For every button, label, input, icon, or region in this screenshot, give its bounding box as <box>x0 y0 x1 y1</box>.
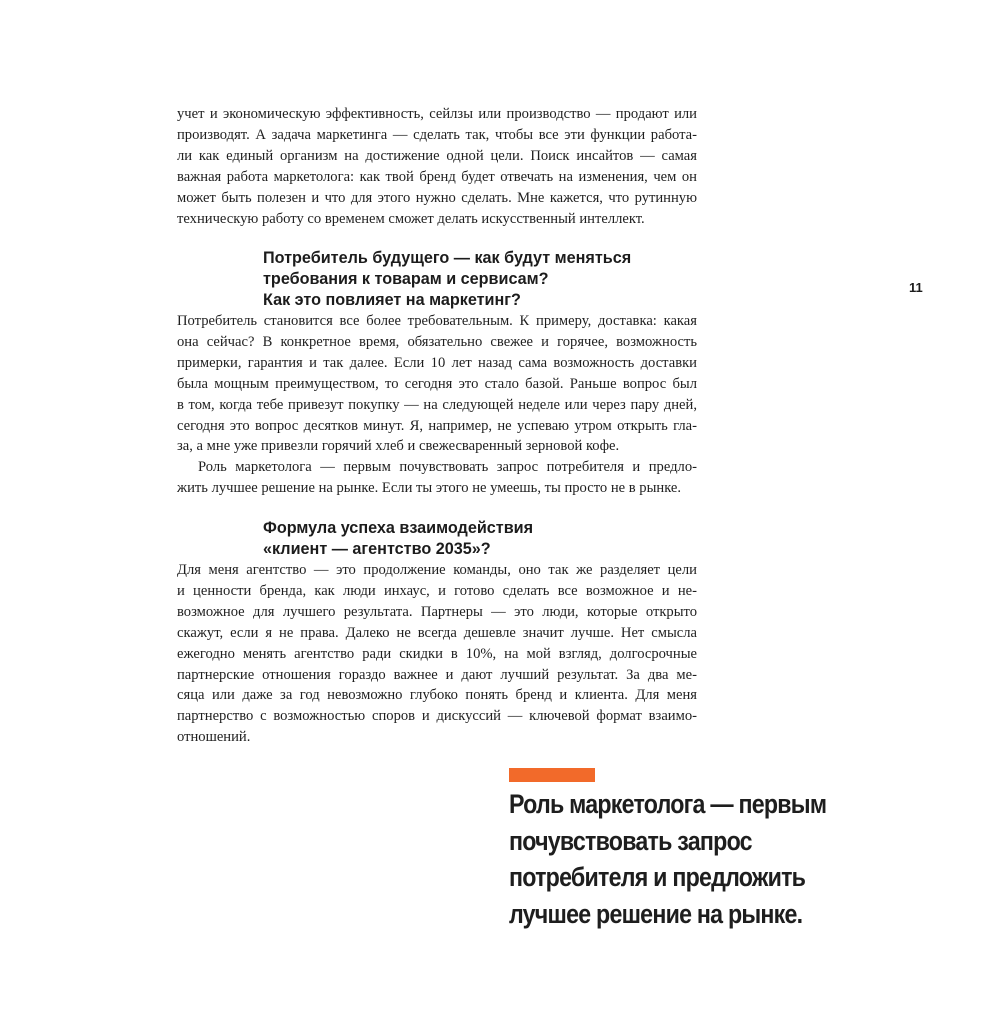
paragraph-consumer <box>177 311 697 457</box>
paragraph-line: учет и экономическую эффективность, сейлзы или производство — продают или <box>177 106 697 122</box>
section-heading-consumer <box>263 248 631 311</box>
paragraph-role <box>177 457 697 499</box>
paragraph-line: ли как единый организм на достижение одной цели. Поиск инсайтов — самая <box>177 147 697 164</box>
heading-line: требования к товарам и сервисам? <box>263 270 549 288</box>
pull-quote-line: лучшее решение на рынке. <box>509 898 803 929</box>
heading-line: «клиент — агентство 2035»? <box>263 540 491 558</box>
paragraph-line: была мощным преимуществом, то сегодня это стало базой. Раньше вопрос был <box>177 375 697 392</box>
paragraph-line: и ценности бренда, как люди инхаус, и готово сделать все возможное и не- <box>177 582 697 599</box>
paragraph-line: важная работа маркетолога: как твой бренд будет отвечать на изменения, чем он <box>177 168 697 185</box>
heading-line: Как это повлияет на маркетинг? <box>263 291 521 309</box>
section-heading-agency <box>263 518 533 560</box>
paragraph-line: она сейчас? В конкретное время, обязательно свежее и горячее, возможность <box>177 333 697 350</box>
heading-line: Формула успеха взаимодействия <box>263 519 534 537</box>
paragraph-line: партнерство с возможностью споров и дискуссий — ключевой формат взаимо- <box>177 708 697 725</box>
paragraph-line: за, а мне уже привезли горячий хлеб и свежесваренный зерновой кофе. <box>177 438 620 455</box>
heading-line: Потребитель будущего — как будут меняться <box>263 249 632 267</box>
pull-quote-line: почувствовать запрос <box>509 825 752 856</box>
paragraph-line: сяца или даже за год невозможно глубоко понять бренд и клиента. Для меня <box>177 687 697 704</box>
paragraph-line: техническую работу со временем сможет делать искусственный интеллект. <box>177 210 645 227</box>
paragraph-line: отношений. <box>177 729 251 746</box>
paragraph-line: Для меня агентство — это продолжение команды, оно так же разделяет цели <box>177 562 697 578</box>
paragraph-line: партнерские отношения гораздо важнее и дают лучший результат. За два ме- <box>177 666 697 683</box>
page-number: 11 <box>909 280 923 295</box>
pull-quote-line: Роль маркетолога — первым <box>509 789 827 819</box>
paragraph-line: возможное для лучшего результата. Партнеры — это люди, которые открыто <box>177 603 697 620</box>
pull-quote-accent-bar <box>509 768 595 782</box>
paragraph-line: Роль маркетолога — первым почувствовать запрос потребителя и предло- <box>198 459 697 475</box>
paragraph-line: ежегодно менять агентство ради скидки в 10%, на мой взгляд, долгосрочные <box>177 645 697 662</box>
paragraph-line: может быть полезен и что для этого нужно сделать. Мне кажется, что рутинную <box>177 189 697 206</box>
paragraph-line: производят. А задача маркетинга — сделать так, чтобы все эти функции работа- <box>177 126 697 143</box>
paragraph-line: сегодня это вопрос десятков минут. Я, например, не успеваю утром открыть гла- <box>177 417 697 434</box>
paragraph-line: Потребитель становится все более требовательным. К примеру, доставка: какая <box>177 313 697 329</box>
paragraph-line: примерки, гарантия и так далее. Если 10 лет назад сама возможность доставки <box>177 354 697 371</box>
paragraph-line: жить лучшее решение на рынке. Если ты этого не умеешь, ты просто не в рынке. <box>177 479 682 496</box>
paragraph-agency <box>177 560 697 748</box>
paragraph-line: скажут, если я не права. Далеко не всегда дешевле значит лучше. Нет смысла <box>177 624 697 641</box>
paragraph-intro <box>177 104 697 229</box>
paragraph-line: в том, когда тебе привезут покупку — на следующей неделе или через пару дней, <box>177 396 697 413</box>
pull-quote <box>509 786 826 932</box>
pull-quote-line: потребителя и предложить <box>509 862 806 892</box>
